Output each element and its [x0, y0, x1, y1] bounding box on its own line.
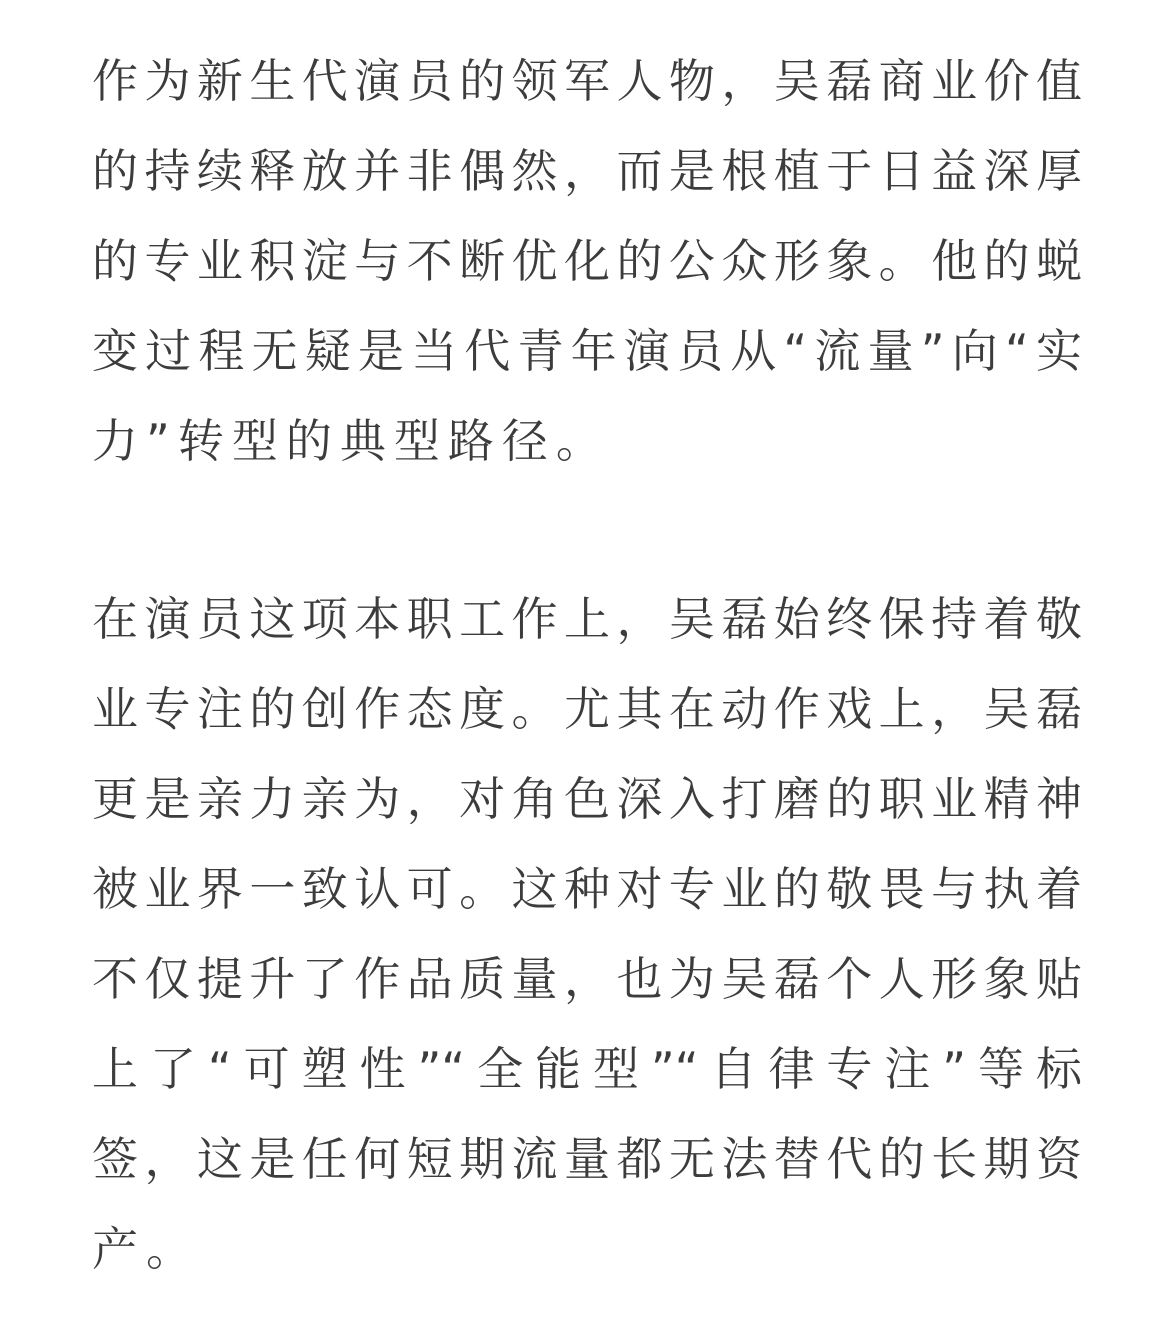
text-line: 的专业积淀与不断优化的公众形象。他的蜕	[92, 234, 1082, 288]
text-line: 业专注的创作态度。尤其在动作戏上，吴磊	[92, 682, 1082, 736]
article-body	[92, 36, 1082, 1294]
text-line: 更是亲力亲为，对角色深入打磨的职业精神	[92, 772, 1082, 826]
paragraph-2	[92, 574, 1082, 1294]
text-line: 的持续释放并非偶然，而是根植于日益深厚	[92, 144, 1082, 198]
text-line: 作为新生代演员的领军人物，吴磊商业价值	[92, 54, 1082, 108]
text-line: 力”转型的典型路径。	[92, 414, 610, 468]
text-line: 变过程无疑是当代青年演员从“流量”向“实	[92, 324, 1082, 378]
text-line: 签，这是任何短期流量都无法替代的长期资	[92, 1132, 1082, 1186]
paragraph-spacer	[92, 486, 1082, 574]
text-line: 不仅提升了作品质量，也为吴磊个人形象贴	[92, 952, 1082, 1006]
text-line: 产。	[92, 1222, 200, 1276]
text-line: 被业界一致认可。这种对专业的敬畏与执着	[92, 862, 1082, 916]
paragraph-1	[92, 36, 1082, 486]
text-line: 在演员这项本职工作上，吴磊始终保持着敬	[92, 592, 1082, 646]
text-line: 上了“可塑性”“全能型”“自律专注”等标	[92, 1042, 1082, 1096]
